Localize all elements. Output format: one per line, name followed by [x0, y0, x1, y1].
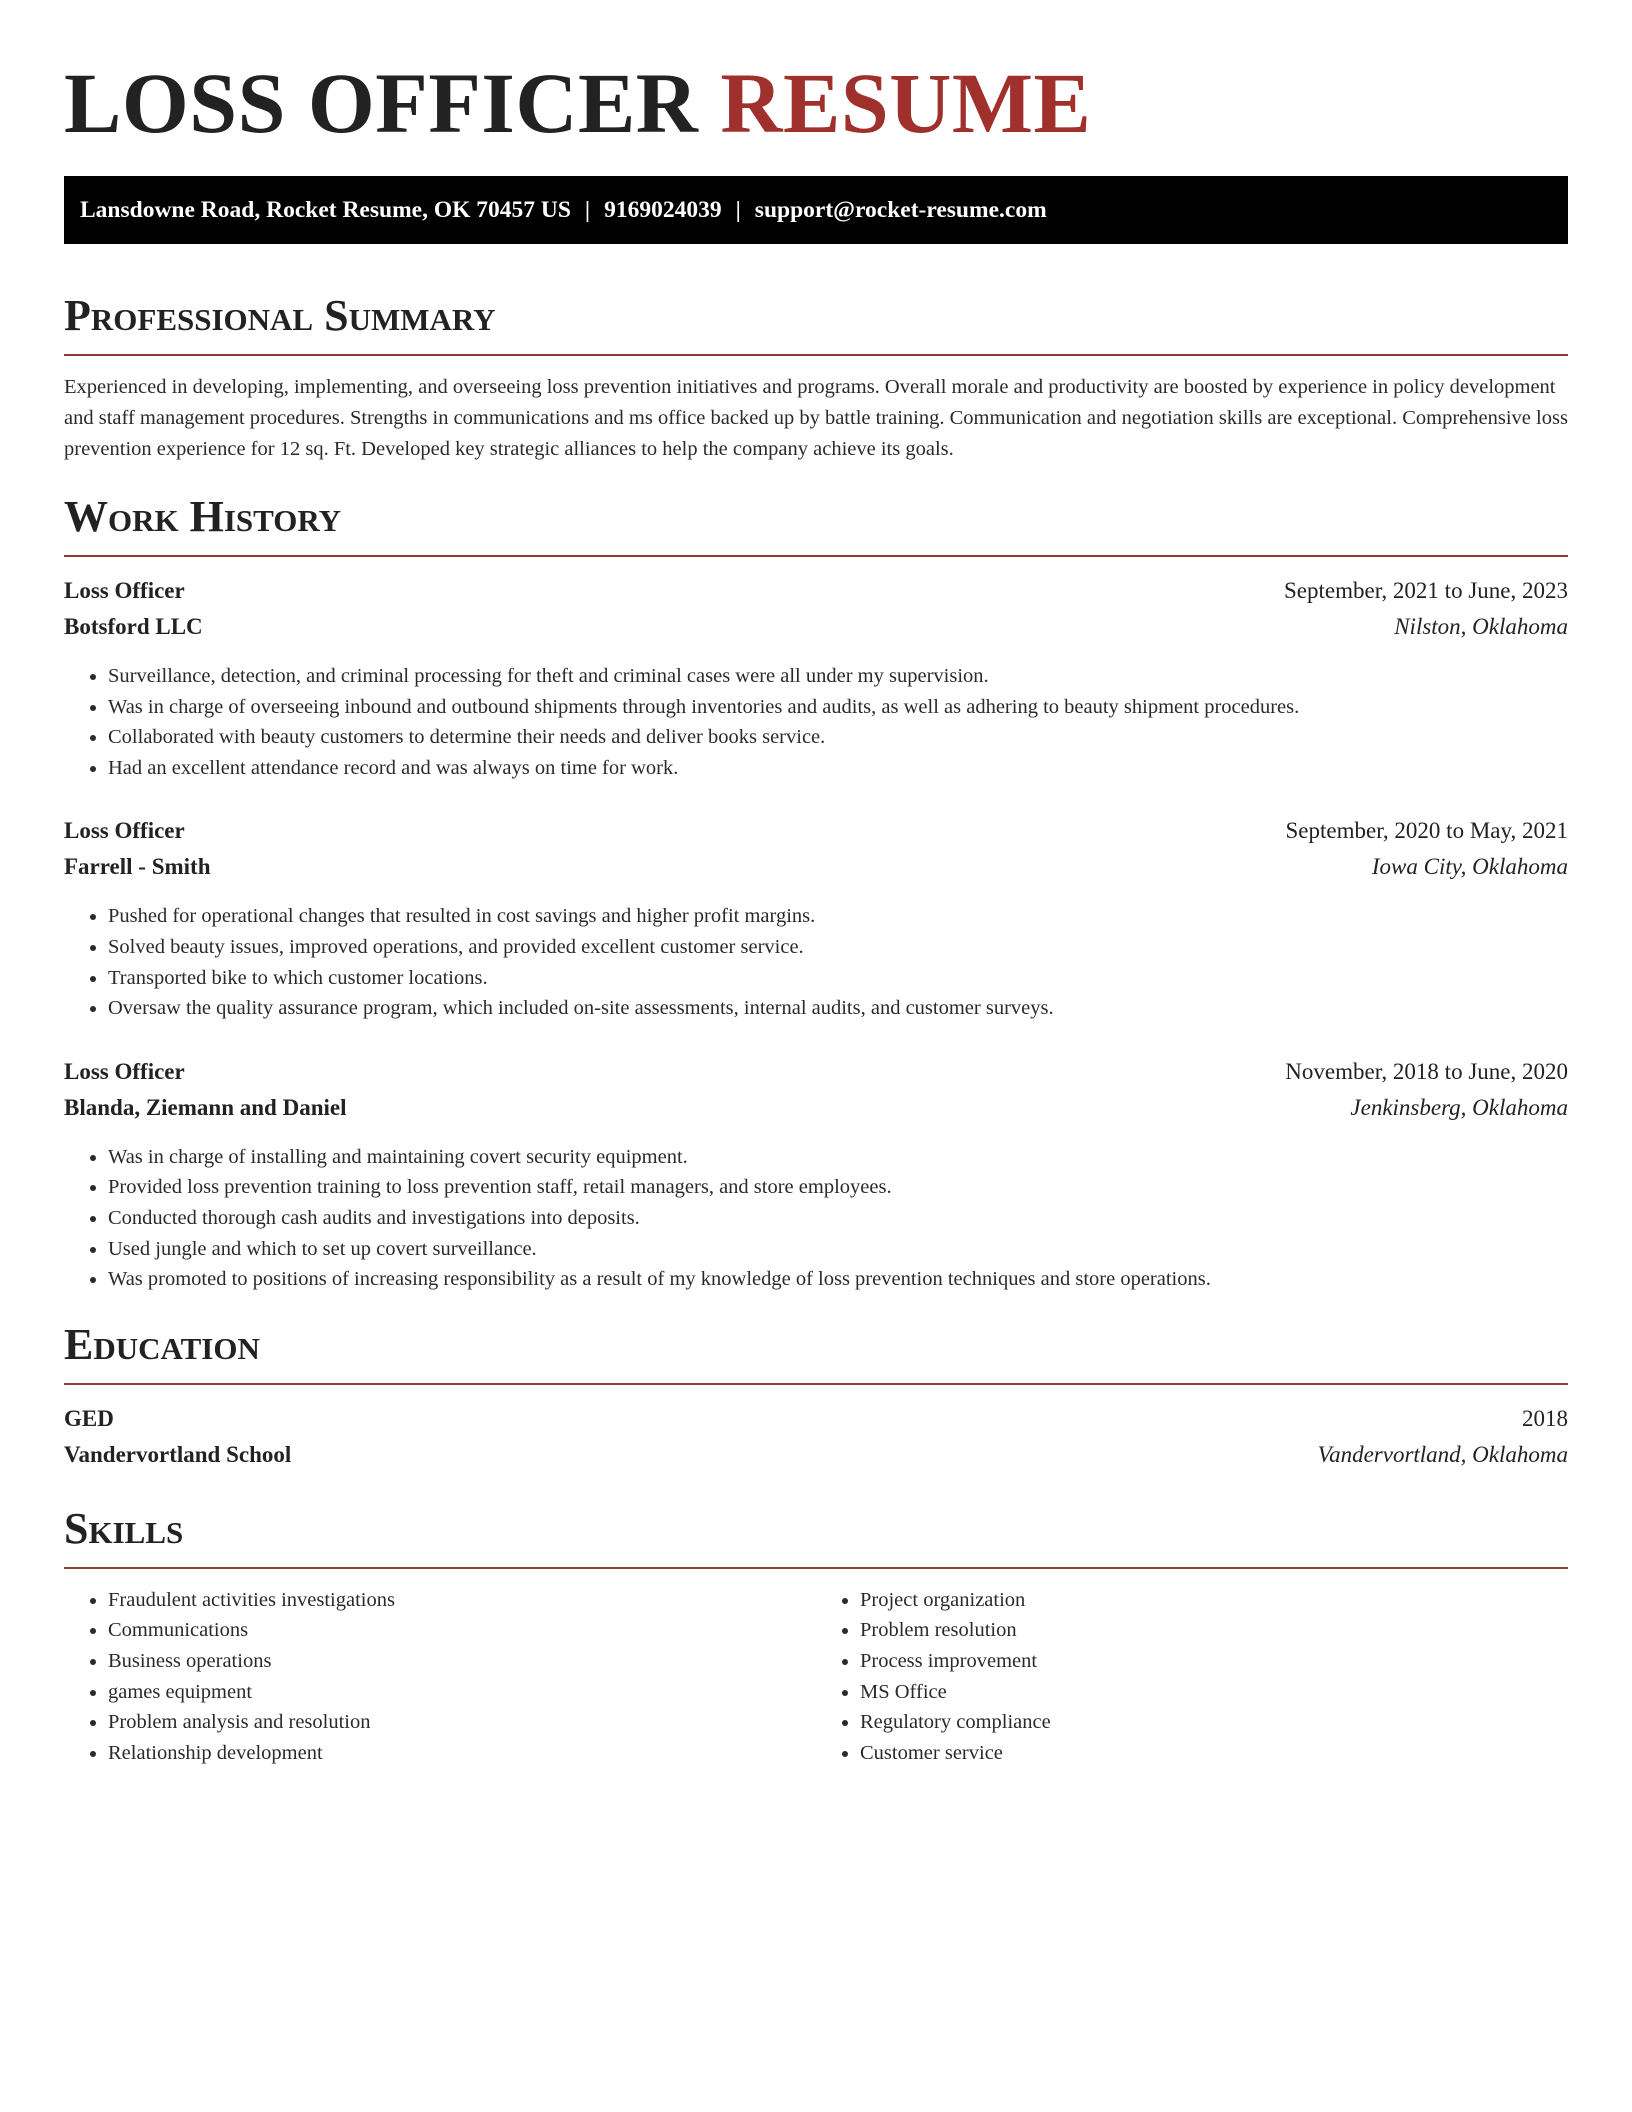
job-duties-list: [64, 1142, 1568, 1295]
job-title: Loss Officer: [64, 1058, 185, 1084]
job-duty-item: • Was in charge of overseeing inbound and outbound shipments through inventories and audits, as well as adhering to beauty shipment procedures.: [108, 692, 1568, 723]
job-header-row: [64, 813, 1568, 849]
job-dates: September, 2021 to June, 2023: [1284, 578, 1568, 603]
skill-item: • Relationship development: [108, 1738, 816, 1769]
education-header-row: [64, 1401, 1568, 1437]
job-entry: [64, 813, 1568, 1023]
job-duty-item: • Pushed for operational changes that resulted in cost savings and higher profit margins.: [108, 901, 1568, 932]
section-divider: [64, 354, 1568, 356]
skills-list-left: [64, 1585, 816, 1769]
job-header-row: [64, 573, 1568, 609]
work-history-section: [64, 491, 1568, 1295]
job-entry: [64, 573, 1568, 783]
job-duties-list: [64, 661, 1568, 783]
skill-item: • Problem analysis and resolution: [108, 1707, 816, 1738]
education-degree: GED: [64, 1405, 114, 1431]
job-company-row: [64, 1090, 1568, 1126]
job-company: Botsford LLC: [64, 614, 203, 639]
section-heading-summary: Professional Summary: [64, 291, 496, 340]
skill-item: • Process improvement: [860, 1646, 1568, 1677]
contact-separator: |: [584, 196, 591, 223]
job-company: Farrell - Smith: [64, 854, 211, 880]
contact-phone: 9169024039: [604, 196, 722, 223]
job-header-row: [64, 1054, 1568, 1090]
contact-separator: |: [735, 196, 741, 223]
skills-columns: [64, 1585, 1568, 1769]
education-section: [64, 1319, 1568, 1473]
job-dates: November, 2018 to June, 2020: [1285, 1058, 1568, 1084]
job-duty-item: • Oversaw the quality assurance program, which included on-site assessments, internal audits, and customer surveys.: [108, 993, 1568, 1024]
summary-text: Experienced in developing, implementing, and overseeing loss prevention initiatives and programs. Overall morale and productivity are boosted by experience in policy development and staff management procedures. Strengths in communications and ms office backed up by battle training. Communication and negotiation skills are exceptional. Comprehensive loss prevention experience for 12 sq. Ft. Developed key strategic alliances to help the company achieve its goals.: [64, 376, 1568, 460]
job-location: Iowa City, Oklahoma: [1371, 854, 1568, 880]
job-company: Blanda, Ziemann and Daniel: [64, 1094, 347, 1120]
skill-item: • Communications: [108, 1615, 816, 1646]
job-duty-item: • Surveillance, detection, and criminal processing for theft and criminal cases were all under my supervision.: [108, 661, 1568, 692]
job-entry: [64, 1054, 1568, 1295]
section-heading-education: Education: [64, 1319, 260, 1369]
skill-item: • games equipment: [108, 1677, 816, 1708]
section-divider: [64, 1567, 1568, 1569]
skill-item: • Business operations: [108, 1646, 816, 1677]
skill-item: • Customer service: [860, 1738, 1568, 1769]
job-duty-item: • Was in charge of installing and maintaining covert security equipment.: [108, 1142, 1568, 1173]
job-company-row: [64, 609, 1568, 645]
education-school-row: [64, 1437, 1568, 1473]
section-heading-skills: Skills: [64, 1503, 184, 1553]
summary-section: [64, 290, 1568, 465]
skill-item: • Problem resolution: [860, 1615, 1568, 1646]
job-duties-list: [64, 901, 1568, 1023]
contact-email[interactable]: support@rocket-resume.com: [754, 196, 1047, 223]
contact-address: Lansdowne Road, Rocket Resume, OK 70457 US: [80, 196, 571, 223]
contact-bar: [64, 176, 1568, 244]
job-duty-item: • Transported bike to which customer locations.: [108, 963, 1568, 994]
education-entry: [64, 1401, 1568, 1473]
section-heading-work-history: Work History: [64, 492, 342, 541]
skill-item: • Fraudulent activities investigations: [108, 1585, 816, 1616]
job-duty-item: • Provided loss prevention training to loss prevention staff, retail managers, and store employees.: [108, 1172, 1568, 1203]
education-school: Vandervortland School: [64, 1441, 292, 1467]
resume-page: [64, 55, 1568, 1768]
education-location: Vandervortland, Oklahoma: [1317, 1441, 1568, 1467]
education-year: 2018: [1522, 1405, 1568, 1431]
skills-section: [64, 1503, 1568, 1769]
job-duty-item: • Had an excellent attendance record and was always on time for work.: [108, 753, 1568, 784]
job-company-row: [64, 849, 1568, 885]
section-divider: [64, 1383, 1568, 1385]
section-divider: [64, 555, 1568, 557]
job-duty-item: • Was promoted to positions of increasing responsibility as a result of my knowledge of loss prevention techniques and store operations.: [108, 1264, 1568, 1295]
job-duty-item: • Solved beauty issues, improved operations, and provided excellent customer service.: [108, 932, 1568, 963]
job-title: Loss Officer: [64, 818, 185, 844]
job-title: Loss Officer: [64, 578, 185, 603]
skill-item: • Project organization: [860, 1585, 1568, 1616]
job-duty-item: • Conducted thorough cash audits and investigations into deposits.: [108, 1203, 1568, 1234]
resume-title: [64, 55, 1568, 151]
title-main: LOSS OFFICER: [64, 55, 699, 151]
job-location: Nilston, Oklahoma: [1394, 614, 1568, 639]
job-duty-item: • Used jungle and which to set up covert surveillance.: [108, 1234, 1568, 1265]
skill-item: • Regulatory compliance: [860, 1707, 1568, 1738]
job-duty-item: • Collaborated with beauty customers to determine their needs and deliver books service.: [108, 722, 1568, 753]
job-location: Jenkinsberg, Oklahoma: [1350, 1094, 1568, 1120]
title-accent: RESUME: [720, 55, 1092, 151]
job-dates: September, 2020 to May, 2021: [1285, 818, 1568, 844]
skill-item: • MS Office: [860, 1677, 1568, 1708]
skills-list-right: [816, 1585, 1568, 1769]
